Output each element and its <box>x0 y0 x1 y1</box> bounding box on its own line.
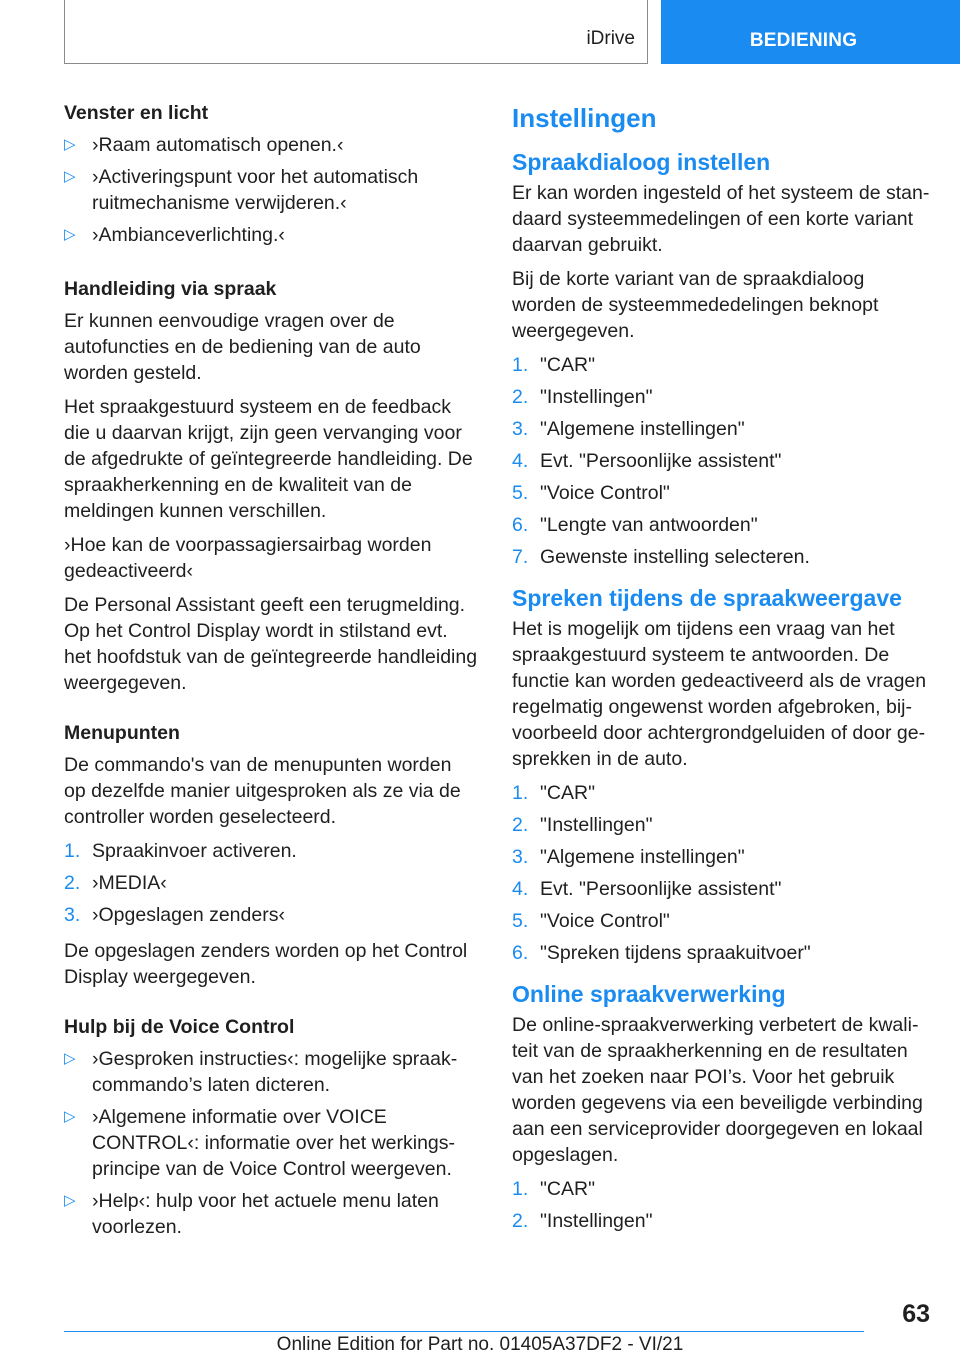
venster-heading: Venster en licht <box>64 102 209 124</box>
list-item: 5. "Voice Control" <box>512 482 670 504</box>
online-heading: Online spraakverwerking <box>512 981 786 1007</box>
list-item: 2. "Instellingen" <box>512 814 653 836</box>
step-number: 3. <box>64 904 81 926</box>
list-item: 3. "Algemene instellingen" <box>512 846 745 868</box>
step-number: 6. <box>512 514 529 536</box>
list-item: ▷ ›Raam automatisch openen.‹ <box>64 134 344 156</box>
step-number: 1. <box>64 840 81 862</box>
hulp-heading: Hulp bij de Voice Control <box>64 1016 295 1038</box>
hulp-bullet-list <box>64 1046 478 1240</box>
dialoog-heading: Spraakdialoog instellen <box>512 149 771 175</box>
triangle-bullet-icon: ▷ <box>64 1192 76 1209</box>
header-section-box <box>64 0 648 64</box>
step-number: 7. <box>512 546 529 568</box>
paragraph: Het spraakgestuurd systeem en de feedback die u daarvan krijgt, zijn geen vervanging voor de afgedrukte of geïntegreerde handleiding. De spraakherkenning en de kwaliteit van de meldingen kunnen verschillen. <box>64 396 473 522</box>
step-number: 2. <box>64 872 81 894</box>
left-column <box>64 100 478 1252</box>
spreken-step-list <box>512 780 930 966</box>
triangle-bullet-icon: ▷ <box>64 1050 76 1067</box>
step-number: 4. <box>512 450 529 472</box>
spreken-heading: Spreken tijdens de spraakweergave <box>512 585 902 611</box>
venster-bullet-list <box>64 132 478 248</box>
step-number: 3. <box>512 846 529 868</box>
right-column <box>512 100 930 1244</box>
paragraph: De opgeslagen zenders worden op het Control Display weergegeven. <box>64 940 468 988</box>
section-title: Instellingen <box>512 103 657 133</box>
handleiding-heading: Handleiding via spraak <box>64 278 277 300</box>
step-number: 5. <box>512 482 529 504</box>
step-number: 2. <box>512 814 529 836</box>
step-number: 2. <box>512 1210 529 1232</box>
list-item: 2. "Instellingen" <box>512 1210 653 1232</box>
list-item: ▷ ›Activeringspunt voor het automatisch ruitmechanisme verwijderen.‹ <box>64 166 419 214</box>
list-item: ▷ ›Ambianceverlichting.‹ <box>64 224 285 246</box>
paragraph: Bij de korte variant van de spraakdialoog worden de systeemmededelingen beknopt weergegeven. <box>512 268 879 342</box>
list-item: ▷ ›Help‹: hulp voor het actuele menu laten voorlezen. <box>64 1190 439 1238</box>
menupunten-heading: Menupunten <box>64 722 180 744</box>
list-item: 4. Evt. "Persoonlijke assistent" <box>512 450 782 472</box>
paragraph: De commando's van de menupunten worden op dezelfde manier uitgesproken als ze via de controller worden geselecteerd. <box>64 754 461 828</box>
triangle-bullet-icon: ▷ <box>64 136 76 153</box>
paragraph: ›Hoe kan de voorpassagiersairbag worden gedeactiveerd‹ <box>64 534 432 582</box>
footer-divider <box>64 1331 864 1332</box>
step-number: 1. <box>512 1178 529 1200</box>
page-number: 63 <box>902 1300 930 1328</box>
header-section-title: iDrive <box>586 28 635 49</box>
paragraph: Het is mogelijk om tijdens een vraag van het spraakgestuurd systeem te antwoorden. De functie kan worden gedeactiveerd als de vragen regelmatig ongewenst worden afgebroken, bijvoorbeeld door achtergrondgeluiden of door gesprekken in de auto. <box>512 618 927 770</box>
triangle-bullet-icon: ▷ <box>64 226 76 243</box>
list-item: 1. "CAR" <box>512 1178 596 1200</box>
online-step-list <box>512 1176 930 1234</box>
list-item: 7. Gewenste instelling selecteren. <box>512 546 810 568</box>
list-item: 3. "Algemene instellingen" <box>512 418 745 440</box>
list-item: ▷ ›Algemene informatie over VOICE CONTROL‹: informatie over het werkingsprincipe van de Voice Control weergeven. <box>64 1106 456 1180</box>
step-number: 6. <box>512 942 529 964</box>
step-number: 4. <box>512 878 529 900</box>
paragraph: De Personal Assistant geeft een terugmelding. Op het Control Display wordt in stilstand evt. het hoofdstuk van de geïntegreerde handleiding weergegeven. <box>64 594 478 694</box>
list-item: 2. "Instellingen" <box>512 386 653 408</box>
list-item: 5. "Voice Control" <box>512 910 670 932</box>
triangle-bullet-icon: ▷ <box>64 1108 76 1125</box>
dialoog-step-list <box>512 352 930 570</box>
step-number: 1. <box>512 354 529 376</box>
step-number: 1. <box>512 782 529 804</box>
header-chapter-title: BEDIENING <box>749 30 858 51</box>
paragraph: Er kan worden ingesteld of het systeem de standaard systeemmedelingen of een korte variant daarvan gebruikt. <box>512 182 930 256</box>
list-item: 1. Spraakinvoer activeren. <box>64 840 297 862</box>
triangle-bullet-icon: ▷ <box>64 168 76 185</box>
list-item: 6. "Spreken tijdens spraakuitvoer" <box>512 942 811 964</box>
menupunten-step-list <box>64 838 478 928</box>
paragraph: Er kunnen eenvoudige vragen over de autofuncties en de bediening van de auto worden gesteld. <box>64 310 421 384</box>
list-item: 1. "CAR" <box>512 354 596 376</box>
list-item: 6. "Lengte van antwoorden" <box>512 514 758 536</box>
list-item: 3. ›Opgeslagen zenders‹ <box>64 904 285 926</box>
header-chapter-tab <box>661 0 960 64</box>
list-item: ▷ ›Gesproken instructies‹: mogelijke spraakcommando’s laten dicteren. <box>64 1048 458 1096</box>
list-item: 2. ›MEDIA‹ <box>64 872 167 894</box>
footer-edition: Online Edition for Part no. 01405A37DF2 - VI/21 <box>276 1334 684 1355</box>
step-number: 3. <box>512 418 529 440</box>
list-item: 4. Evt. "Persoonlijke assistent" <box>512 878 782 900</box>
paragraph: De online-spraakverwerking verbetert de kwaliteit van de spraakherkenning en de resultaten van het zoeken naar POI’s. Voor het gebruik worden gegevens via een beveiligde verbinding aan een serviceprovider doorgegeven en lokaal opgeslagen. <box>512 1014 923 1166</box>
list-item: 1. "CAR" <box>512 782 596 804</box>
step-number: 2. <box>512 386 529 408</box>
step-number: 5. <box>512 910 529 932</box>
